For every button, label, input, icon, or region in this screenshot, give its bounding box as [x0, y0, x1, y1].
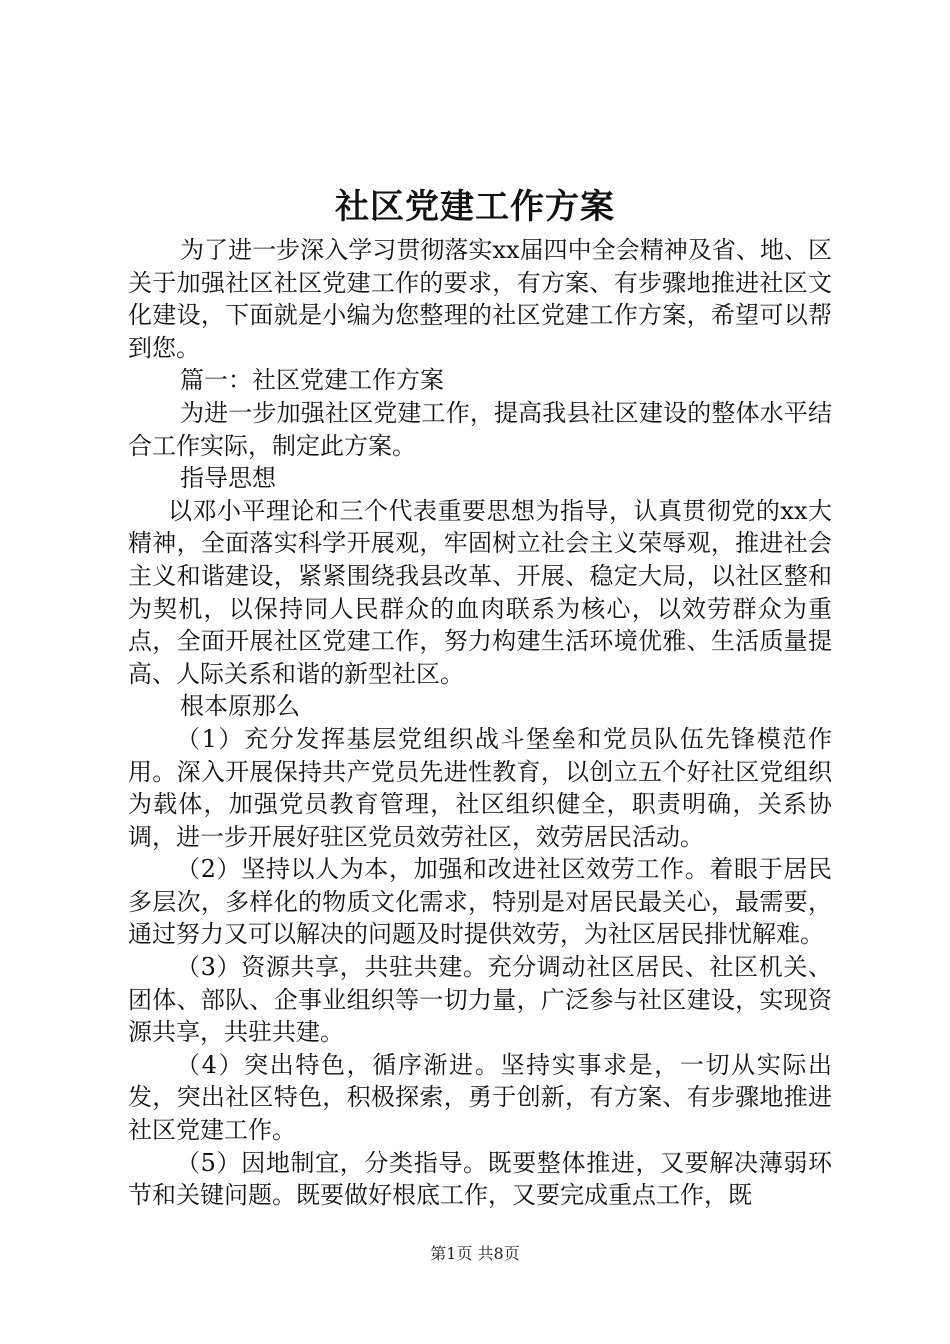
list-item: （1）充分发挥基层党组织战斗堡垒和党员队伍先锋模范作用。深入开展保持共产党员先进性教育，以创立五个好社区党组织为载体，加强党员教育管理，社区组织健全，职责明确，关系协调，进一步开展好驻区党员效劳社区，效劳居民活动。 [128, 724, 832, 851]
body-paragraph: 为进一步加强社区党建工作，提高我县社区建设的整体水平结合工作实际，制定此方案。 [128, 398, 832, 460]
document-title: 社区党建工作方案 [335, 187, 615, 227]
section-heading: 根本原那么 [180, 692, 300, 721]
list-item: （5）因地制宜，分类指导。既要整体推进，又要解决薄弱环节和关键问题。既要做好根底工作，又要完成重点工作，既 [128, 1148, 832, 1210]
body-paragraph: 以邓小平理论和三个代表重要思想为指导，认真贯彻党的xx大精神，全面落实科学开展观，牢固树立社会主义荣辱观，推进社会主义和谐建设，紧紧围绕我县改革、开展、稳定大局，以社区整和为契机，以保持同人民群众的血肉联系为核心，以效劳群众为重点，全面开展社区党建工作，努力构建生活环境优雅、生活质量提高、人际关系和谐的新型社区。 [128, 496, 832, 688]
list-item: （3）资源共享，共驻共建。充分调动社区居民、社区机关、团体、部队、企事业组织等一切力量，广泛参与社区建设，实现资源共享，共驻共建。 [128, 953, 832, 1047]
document-body [128, 234, 832, 1212]
section-heading: 指导思想 [180, 464, 276, 493]
section-heading: 篇一：社区党建工作方案 [180, 366, 444, 395]
intro-paragraph: 为了进一步深入学习贯彻落实xx届四中全会精神及省、地、区关于加强社区社区党建工作的要求，有方案、有步骤地推进社区文化建设，下面就是小编为您整理的社区党建工作方案，希望可以帮到您。 [128, 236, 832, 362]
list-item: （2）坚持以人为本，加强和改进社区效劳工作。着眼于居民多层次，多样化的物质文化需求，特别是对居民最关心，最需要，通过努力又可以解决的问题及时提供效劳，为社区居民排忧解难。 [128, 855, 832, 949]
list-item: （4）突出特色，循序渐进。坚持实事求是，一切从实际出发，突出社区特色，积极探索，勇于创新，有方案、有步骤地推进社区党建工作。 [128, 1050, 832, 1145]
page-number: 第1页 共8页 [430, 1244, 520, 1263]
